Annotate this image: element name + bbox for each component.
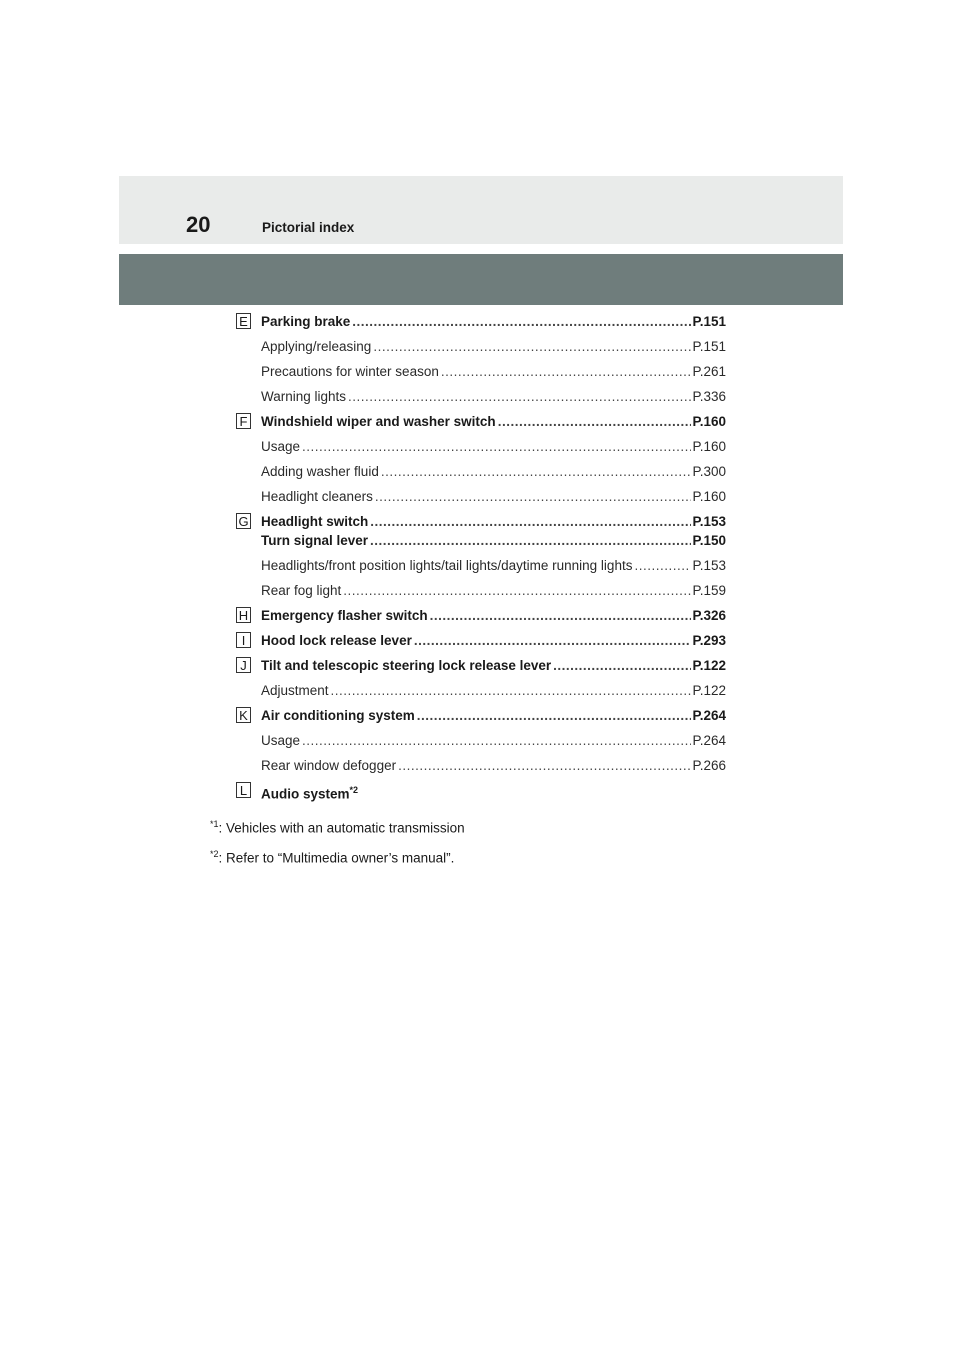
index-list	[236, 312, 726, 804]
dot-leader	[348, 387, 691, 406]
index-entry-warning-lights[interactable]	[236, 387, 726, 406]
letter-box-j: J	[236, 657, 251, 673]
page-reference[interactable]: P.326	[692, 608, 726, 623]
page-reference[interactable]: P.264	[692, 708, 726, 723]
index-entry-headlights-lights[interactable]	[236, 556, 726, 575]
section-title: Pictorial index	[262, 220, 355, 235]
dot-leader	[381, 462, 692, 481]
footnote-mark: *1	[210, 819, 219, 829]
footnote-mark: *2	[349, 785, 359, 795]
header-band	[119, 176, 843, 244]
footnote-text: : Vehicles with an automatic transmission	[218, 820, 465, 836]
page-reference[interactable]: P.122	[692, 658, 726, 673]
page-reference[interactable]: P.151	[692, 339, 726, 354]
page-reference[interactable]: P.122	[692, 683, 726, 698]
index-entry-air-conditioning[interactable]	[236, 706, 726, 725]
index-entry-wiper-washer-switch[interactable]	[236, 412, 726, 431]
index-entry-headlight-cleaners[interactable]	[236, 487, 726, 506]
index-entry-ac-usage[interactable]	[236, 731, 726, 750]
entry-label: Hood lock release lever	[261, 633, 412, 648]
entry-label: Rear fog light	[261, 583, 342, 598]
entry-label: Air conditioning system	[261, 708, 415, 723]
entry-label: Tilt and telescopic steering lock release lever	[261, 658, 552, 673]
dot-leader	[417, 706, 692, 725]
index-entry-hood-lock-release[interactable]	[236, 631, 726, 650]
dot-leader	[375, 487, 692, 506]
letter-box-f: F	[236, 413, 251, 429]
entry-label: Usage	[261, 439, 301, 454]
dot-leader	[302, 437, 691, 456]
dot-leader	[634, 556, 691, 575]
footnote-2	[210, 845, 465, 868]
letter-box-g: G	[236, 513, 251, 529]
dot-leader	[430, 606, 692, 625]
entry-label: Rear window defogger	[261, 758, 397, 773]
index-entry-wiper-usage[interactable]	[236, 437, 726, 456]
dot-leader	[414, 631, 692, 650]
footnote-mark: *2	[210, 848, 219, 859]
page-reference[interactable]: P.293	[692, 633, 726, 648]
footnote-1	[210, 815, 465, 838]
page-reference[interactable]: P.150	[692, 533, 726, 548]
page-reference[interactable]: P.266	[692, 758, 726, 773]
entry-label-text: Audio system	[261, 786, 350, 802]
entry-label: Emergency flasher switch	[261, 608, 428, 623]
index-entry-headlight-switch[interactable]	[236, 512, 726, 531]
page-reference[interactable]: P.264	[692, 733, 726, 748]
index-entry-turn-signal-lever[interactable]	[236, 531, 726, 550]
dot-leader	[398, 756, 691, 775]
index-entry-emergency-flasher[interactable]	[236, 606, 726, 625]
index-entry-rear-window-defogger[interactable]	[236, 756, 726, 775]
dot-leader	[352, 312, 691, 331]
page-reference[interactable]: P.160	[692, 414, 726, 429]
header-bar	[119, 254, 843, 305]
dot-leader	[370, 531, 691, 550]
letter-box-k: K	[236, 707, 251, 723]
letter-box-e: E	[236, 313, 251, 329]
dot-leader	[370, 512, 691, 531]
entry-label: Adjustment	[261, 683, 329, 698]
entry-label: Usage	[261, 733, 301, 748]
page-reference[interactable]: P.153	[692, 514, 726, 529]
page-number: 20	[186, 212, 211, 237]
dot-leader	[331, 681, 692, 700]
dot-leader	[302, 731, 691, 750]
page-reference[interactable]: P.153	[692, 558, 726, 573]
page-reference[interactable]: P.151	[692, 314, 726, 329]
entry-label: Applying/releasing	[261, 339, 372, 354]
entry-label: Warning lights	[261, 389, 347, 404]
letter-box-l: L	[236, 782, 251, 798]
index-entry-audio-system[interactable]	[236, 781, 726, 804]
entry-label: Windshield wiper and washer switch	[261, 414, 496, 429]
dot-leader	[441, 362, 692, 381]
page-reference[interactable]: P.261	[692, 364, 726, 379]
index-entry-steering-lock-release[interactable]	[236, 656, 726, 675]
index-entry-washer-fluid[interactable]	[236, 462, 726, 481]
entry-label: Precautions for winter season	[261, 364, 439, 379]
page-reference[interactable]: P.159	[692, 583, 726, 598]
letter-box-i: I	[236, 632, 251, 648]
entry-label: Headlights/front position lights/tail lights/daytime running lights	[261, 558, 633, 573]
index-entry-parking-brake[interactable]	[236, 312, 726, 331]
page-reference[interactable]: P.300	[692, 464, 726, 479]
index-entry-rear-fog-light[interactable]	[236, 581, 726, 600]
footnotes	[210, 815, 465, 874]
index-entry-adjustment[interactable]	[236, 681, 726, 700]
dot-leader	[373, 337, 691, 356]
entry-label: Headlight switch	[261, 514, 369, 529]
entry-label: Adding washer fluid	[261, 464, 379, 479]
page-reference[interactable]: P.160	[692, 439, 726, 454]
index-entry-winter-precautions[interactable]	[236, 362, 726, 381]
index-entry-applying-releasing[interactable]	[236, 337, 726, 356]
entry-label: Headlight cleaners	[261, 489, 373, 504]
entry-label: Turn signal lever	[261, 533, 369, 548]
page-reference[interactable]: P.336	[692, 389, 726, 404]
page-reference[interactable]: P.160	[692, 489, 726, 504]
entry-label	[261, 781, 360, 804]
letter-box-h: H	[236, 607, 251, 623]
entry-label: Parking brake	[261, 314, 351, 329]
dot-leader	[553, 656, 691, 675]
dot-leader	[498, 412, 692, 431]
dot-leader	[343, 581, 691, 600]
footnote-text: : Refer to “Multimedia owner’s manual”.	[218, 850, 455, 865]
